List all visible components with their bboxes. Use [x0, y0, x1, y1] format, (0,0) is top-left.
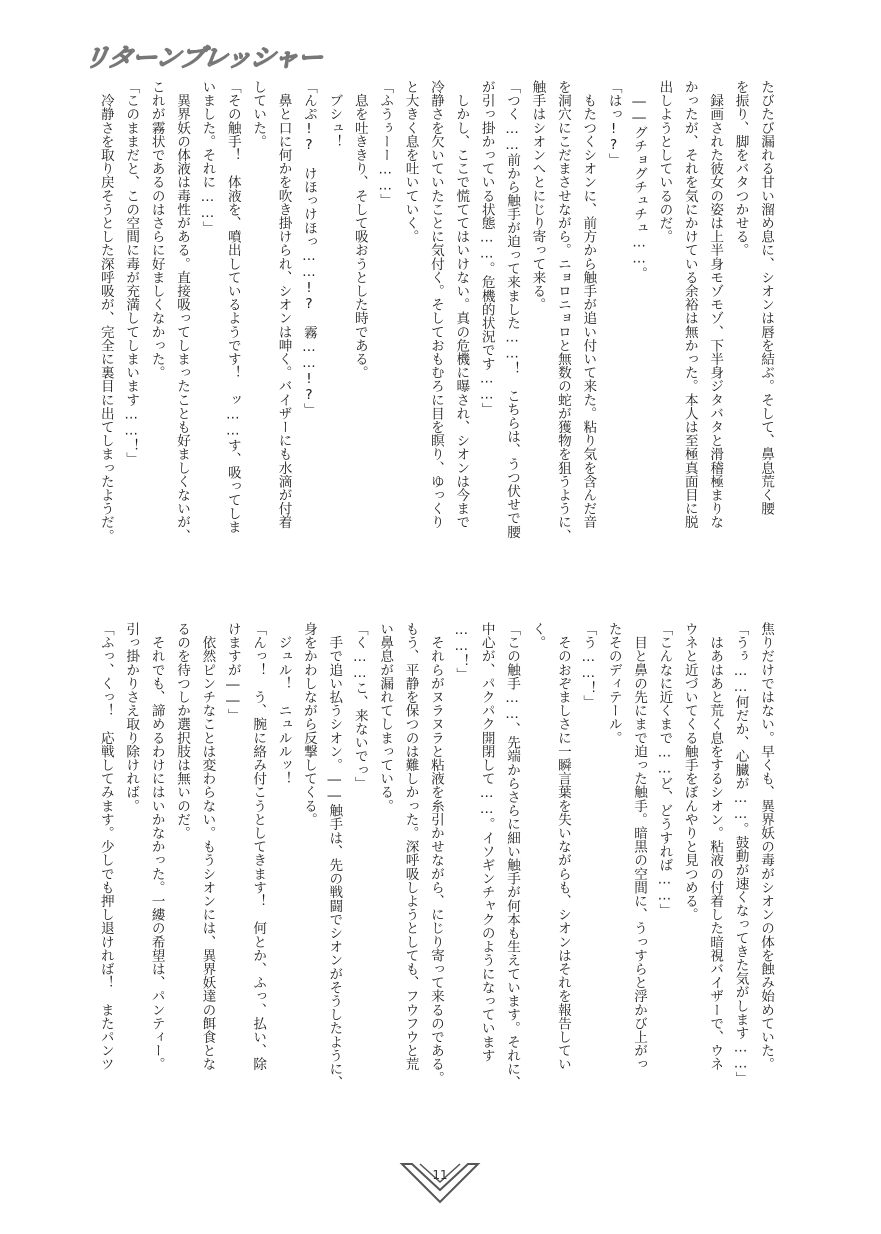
page-number-mark [398, 1160, 482, 1206]
text-column: ……！」 [453, 622, 470, 682]
lower-text-block [92, 622, 778, 1142]
series-logo: リターンブレッシャー [82, 43, 324, 72]
text-column: かったが、それを気にかけている余裕は無かった。本人は至極真面目に脱 [681, 80, 698, 529]
text-column: 冷静さを取り戻そうとした深呼吸が、完全に裏目に出てしまったようだ。 [97, 80, 114, 543]
text-column: 「こんなに近くまで……ど、どうすれば……」 [656, 622, 673, 918]
text-column: もたつくシオンに、前方から触手が追い付いて来た。粘り気を含んだ音 [580, 80, 597, 529]
text-column: 「んぷ!? けほっけほっ……!? 霧……!?」 [300, 80, 317, 417]
text-column: と大きく息を吐いていく。 [402, 80, 419, 244]
text-column: 異界妖の体液は毒性がある。直接吸ってしまったことも好ましくないが、 [174, 80, 191, 543]
text-column: 触手はシオンへとにじり寄って来る。 [529, 80, 546, 312]
text-column: していた。 [250, 80, 267, 148]
text-column: 「この触手……、先端からさらに細い触手が何本も生えています。それに、 [504, 622, 521, 1090]
text-column: ブシュ！ [326, 80, 343, 148]
text-column: を洞穴にこだまさせながら。ニョロニョロと無数の蛇が獲物を狙うように、 [554, 80, 571, 543]
text-column: けますが――」 [224, 622, 241, 722]
text-column: 身をかわしながら反撃してくる。 [300, 622, 317, 826]
text-column: 「ふっ、くっ！ 応戦してみます。少しでも押し退ければ！ またパンツ [97, 622, 114, 1071]
text-column: 出しようとしているのだ。 [656, 80, 673, 244]
text-column: これが霧状であるのはさらに好ましくなかった。 [148, 80, 165, 380]
text-column: 「このままだと、この空間に毒が充満してしまいます……！」 [123, 80, 140, 466]
text-column: たびたび漏れる甘い溜め息に、シオンは唇を結ぶ。そして、鼻息荒く腰 [758, 80, 774, 516]
text-column: い鼻息が漏れてしまっている。 [377, 622, 394, 813]
text-column: ウネと近づいてくる触手をぼんやりと見つめる。 [681, 622, 698, 922]
text-column: 「んっ！ う、腕に絡み付こうとしてきます！ 何とか、ふっ、払い、除 [250, 622, 267, 1071]
text-column: はあはあと荒く息をするシオン。粘液の付着した暗視バイザーで、ウネ [707, 622, 724, 1071]
text-column: 「その触手！ 体液を、噴出しているようです！ ッ……す、吸ってしま [224, 80, 241, 534]
text-column: 冷静さを欠いていたことに気付く。そしておもむろに目を瞑り、ゆっくり [427, 80, 444, 529]
text-column: 焦りだけではない。早くも、異界妖の毒がシオンの体を蝕み始めていた。 [758, 622, 774, 1071]
text-column: 「ふうぅーー……」 [377, 80, 394, 208]
text-column: 「く……こ、来ないでっ」 [351, 622, 368, 790]
text-column: を振り、脚をバタつかせる。 [732, 80, 749, 257]
text-column: 「う……！」 [580, 622, 597, 709]
text-column: 「はっ!?」 [605, 80, 622, 167]
text-column: 引っ掛かりさえ取り除ければ。 [123, 622, 140, 813]
text-column: そのおぞましさに一瞬言葉を失いながらも、シオンはそれを報告してい [554, 622, 571, 1071]
text-column: 目と鼻の先にまで迫った触手。暗黒の空間に、うっすらと浮かび上がっ [631, 622, 648, 1071]
text-column: ――グチョグチュチュ……。 [631, 80, 648, 280]
text-column: く。 [529, 622, 546, 650]
text-column: 鼻と口に何かを吹き掛けられ、シオンは呻く。バイザーにも水滴が付着 [275, 80, 292, 529]
text-column: 中心が、パクパク開閉して……。イソギンチャクのようになっています [478, 622, 495, 1062]
text-column: 「つく……前から触手が迫って来ました……！ こちらは、うつ伏せで腰 [504, 80, 521, 539]
text-column: 依然ピンチなことは変わらない。もうシオンには、異界妖達の餌食とな [199, 622, 216, 1071]
text-column: たそのディテール。 [605, 622, 622, 745]
upper-text-block [92, 80, 778, 600]
text-column: が引っ掛かっている状態……。危機的状況です……」 [478, 80, 495, 416]
text-column: もう、平静を保つのは難しかった。深呼吸しようとしても、フウフウと荒 [402, 622, 419, 1071]
text-column: それらがヌラヌラと粘液を糸引かせながら、にじり寄って来るのである。 [427, 622, 444, 1085]
text-column: 「うぅ……何だか、心臓が……。鼓動が速くなってきた気がします……」 [732, 622, 749, 1086]
text-column: るのを待つしか選択肢は無いのだ。 [174, 622, 191, 840]
text-column: それでも、諦めるわけにはいかなかった。一縷の希望は、パンティー。 [148, 622, 165, 1071]
text-column: しかし、ここで慌ててはいけない。真の危機に曝され、シオンは今まで [453, 80, 470, 529]
page-number: 11 [432, 1168, 448, 1182]
text-column: いました。それに……」 [199, 80, 216, 235]
text-column: 手で追い払うシオン。――触手は、先の戦闘でシオンがそうしたように、 [326, 622, 343, 1090]
text-column: ジュル！ ニュルルッ！ [275, 622, 292, 786]
text-column: 息を吐ききり、そして吸おうとした時である。 [351, 80, 368, 380]
page-emblem-icon [398, 1160, 482, 1206]
text-column: 録画された彼女の姿は上半身モゾモゾ、下半身ジタバタと滑稽極まりな [707, 80, 724, 529]
